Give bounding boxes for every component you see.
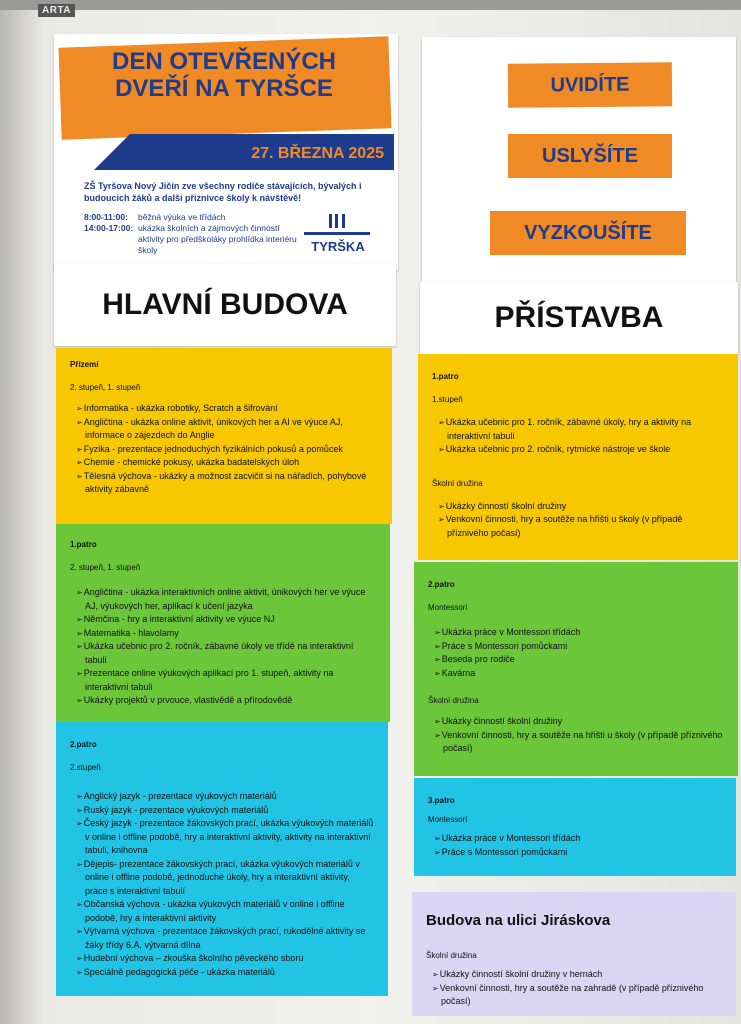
slogan-try: VYZKOUŠÍTE: [490, 211, 686, 255]
list-item: ➢ Ukázky činností školní družiny: [434, 715, 724, 729]
poster-date: 27. BŘEZNA 2025: [251, 145, 384, 162]
heading-annex: PŘÍSTAVBA: [420, 282, 738, 354]
jiraskova-title: Budova na ulici Jiráskova: [426, 912, 611, 929]
level-label: 2. stupeň, 1. stupeň: [70, 383, 141, 392]
list-item: ➢ Prezentace online výukových aplikací pro 1. stupeň, aktivity na interaktivní tabuli: [76, 667, 376, 694]
list-item: ➢ Tělesná výchova - ukázky a možnost zacvičit si na nářadích, pohybové aktivity zábavně: [76, 470, 378, 497]
activity-list: [438, 416, 724, 457]
level-label: 2.stupeň: [70, 763, 101, 772]
floor-label: 3.patro: [428, 796, 455, 805]
schedule-time: 8:00-11:00:: [84, 212, 128, 222]
list-item: ➢ Informatika - ukázka robotiky, Scratch a šifrování: [76, 402, 378, 416]
activity-list: [432, 968, 722, 1009]
list-item: ➢ Fyzika - prezentace jednoduchých fyzikálních pokusů a pomůcek: [76, 443, 378, 457]
list-item: ➢ Němčina - hry a interaktivní aktivity ve výuce NJ: [76, 613, 376, 627]
list-item: ➢ Chemie - chemické pokusy, ukázka badatelských úloh: [76, 456, 378, 470]
schedule-row: [84, 212, 304, 223]
list-item: ➢ Venkovní činnosti, hry a soutěže na hřišti u školy (v případě příznivého počasí): [434, 729, 724, 756]
list-item: ➢ Výtvarná výchova - prezentace žákovských prací, rukodělné aktivity se žáky třídy 6.A, výtvarná dílna: [76, 925, 374, 952]
jiraskova-building-panel: [412, 892, 736, 1016]
slogan-hear: USLYŠÍTE: [508, 134, 672, 178]
school-logo-text: TYRŠKA: [311, 239, 365, 254]
list-item: ➢ Venkovní činnosti, hry a soutěže na hřišti u školy (v případě příznivého počasí): [438, 513, 724, 540]
level-label: 2. stupeň, 1. stupeň: [70, 563, 141, 572]
slogan-sheet: [422, 37, 736, 285]
annex-second-floor-panel: [414, 562, 738, 776]
level-label: Školní družina: [428, 696, 479, 705]
activity-list: [76, 402, 378, 497]
list-item: ➢ Ukázky projektů v prvouce, vlastivědě a přírodovědě: [76, 694, 376, 708]
activity-list: [434, 832, 722, 859]
main-second-floor-panel: [56, 722, 388, 996]
level-label: Školní družina: [426, 951, 477, 960]
annex-third-floor-panel: [414, 778, 736, 876]
main-first-floor-panel: [56, 524, 390, 722]
schedule-row: [84, 223, 304, 256]
floor-label: 2.patro: [428, 580, 455, 589]
list-item: ➢ Práce s Montessori pomůckami: [434, 846, 722, 860]
level-label: Školní družina: [432, 478, 483, 488]
poster-schedule: [84, 212, 304, 256]
list-item: ➢ Speciálně pedagogická péče - ukázka materiálů: [76, 966, 374, 980]
list-item: ➢ Venkovní činnosti, hry a soutěže na zahradě (v případě příznivého počasí): [432, 982, 722, 1009]
list-item: ➢ Hudební výchova – zkouška školního pěveckého sboru: [76, 952, 374, 966]
list-item: ➢ Angličtina - ukázka online aktivit, únikových her a AI ve výuce AJ, informace o zájezdech do Anglie: [76, 416, 378, 443]
floor-label: 2.patro: [70, 740, 97, 749]
list-item: ➢ Angličtina - ukázka interaktivních online aktivit, únikových her ve výuce AJ, výukových her, aplikací k učení jazyka: [76, 586, 376, 613]
annex-first-floor-panel: [418, 354, 738, 560]
list-item: ➢ Ruský jazyk - prezentace výukových materiálů: [76, 804, 374, 818]
event-poster: [54, 34, 398, 270]
list-item: ➢ Ukázka učebnic pro 1. ročník, zábavné úkoly, hry a aktivity na interaktivní tabuli: [438, 416, 724, 443]
activity-list: [434, 715, 724, 756]
activity-list: [434, 626, 724, 680]
floor-label: 1.patro: [70, 540, 97, 549]
heading-main-building: HLAVNÍ BUDOVA: [54, 264, 396, 346]
schedule-text: ukázka školních a zájmových činností aktivity pro předškoláky prohlídka interiéru školy: [138, 223, 297, 255]
list-item: ➢ Práce s Montessori pomůckami: [434, 640, 724, 654]
floor-label: Přízemí: [70, 360, 99, 369]
schedule-time: 14:00-17:00:: [84, 223, 134, 233]
poster-invitation: ZŠ Tyršova Nový Jičín zve všechny rodiče stávajících, bývalých i budoucích žáků a další příznivce školy k návštěvě!: [84, 181, 362, 203]
list-item: ➢ Ukázky činností školní družiny: [438, 500, 724, 514]
main-ground-floor-panel: [56, 348, 392, 524]
activity-list: [438, 500, 724, 541]
poster-title: DEN OTEVŘENÝCH DVEŘÍ NA TYRŠCE: [111, 48, 337, 102]
list-item: ➢ Ukázka učebnic pro 2. ročník, rytmické nástroje ve škole: [438, 443, 724, 457]
list-item: ➢ Beseda pro rodiče: [434, 653, 724, 667]
board-frame: [0, 0, 741, 10]
list-item: ➢ Ukázka práce v Montessori třídách: [434, 832, 722, 846]
list-item: ➢ Matematika - hlavolamy: [76, 627, 376, 641]
level-label: Montessori: [428, 603, 468, 612]
brand-label: ARTA: [38, 4, 75, 17]
logo-divider: [304, 232, 370, 235]
list-item: ➢ Kavárna: [434, 667, 724, 681]
schedule-text: běžná výuka ve třídách: [138, 212, 226, 222]
slogan-see: UVIDÍTE: [508, 62, 672, 107]
list-item: ➢ Český jazyk - prezentace žákovských prací, ukázka výukových materiálů v online i offline podobě, hry a interaktivní aktivity, aktivity na interaktivní tabuli, knihovna: [76, 817, 374, 858]
list-item: ➢ Ukázka učebnic pro 2. ročník, zábavné úkoly ve třídě na interaktivní tabuli: [76, 640, 376, 667]
level-label: 1.stupeň: [432, 395, 463, 404]
list-item: ➢ Ukázka práce v Montessori třídách: [434, 626, 724, 640]
list-item: ➢ Občanská výchova - ukázka výukových materiálů v online i offline podobě, hry a interaktivní aktivity: [76, 898, 374, 925]
school-logo-icon: [329, 214, 345, 228]
list-item: ➢ Ukázky činností školní družiny v hernách: [432, 968, 722, 982]
activity-list: [76, 790, 374, 979]
level-label: Montessori: [428, 815, 468, 824]
list-item: ➢ Anglický jazyk - prezentace výukových materiálů: [76, 790, 374, 804]
list-item: ➢ Dějepis- prezentace žákovských prací, ukázka výukových materiálů v online i offline podobě, jednoduché úkoly, hry a interaktivní aktivity, práce s interaktivní tabulí: [76, 858, 374, 899]
floor-label: 1.patro: [432, 372, 459, 381]
activity-list: [76, 586, 376, 708]
